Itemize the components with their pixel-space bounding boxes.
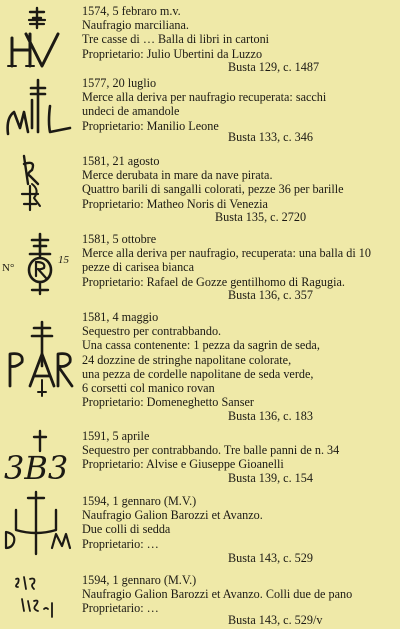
entry-text: [82, 232, 394, 289]
entry-line: Merce derubata in mare da nave pirata.: [82, 168, 273, 183]
entry-line: Quattro barili di sangalli colorati, pezze 36 per barille: [82, 182, 344, 197]
mark-number-label: 15: [58, 254, 69, 266]
entry-text: [82, 573, 394, 616]
entry-line: Naufragio marciliana.: [82, 18, 189, 33]
entry-line: Due colli di sedda: [82, 522, 171, 537]
entry-line: Proprietario: Matheo Noris di Venezia: [82, 196, 268, 211]
entry-date: 1581, 21 agosto: [82, 154, 160, 168]
entry-line: 6 corsetti col manico rovan: [82, 381, 215, 396]
entry-line: Proprietario: …: [82, 536, 159, 551]
entry-date: 1594, 1 gennaro (M.V.): [82, 494, 197, 508]
entry-line: Proprietario: Manilio Leone: [82, 118, 219, 133]
entry-date: 1574, 5 febraro m.v.: [82, 4, 181, 18]
entry-line: Sequestro per contrabbando.: [82, 324, 222, 339]
entry-text: [82, 494, 394, 551]
entry-line: Proprietario: Rafael de Gozze gentilhomo di Ragugia.: [82, 274, 345, 289]
entry-line: pezze di carisea bianca: [82, 260, 194, 275]
mark-glyph: 3B3: [4, 449, 69, 487]
entry-line: Sequestro per contrabbando. Tre balle panni de n. 34: [82, 443, 340, 458]
entry-line: Merce alla deriva per naufragio recuperata: sacchi: [82, 90, 327, 105]
entry-text: [82, 310, 394, 409]
entry-reference: Busta 136, c. 357: [228, 288, 313, 302]
entry-date: 1581, 5 ottobre: [82, 232, 157, 246]
double-cross-PAR-monogram-icon: [0, 320, 80, 400]
entry-reference: Busta 143, c. 529/v: [228, 613, 323, 627]
entry-text: [82, 76, 394, 133]
entry-line: una pezza de cordelle napolitane de seda verde,: [82, 366, 314, 381]
entry-line: Proprietario: Domeneghetto Sanser: [82, 395, 254, 410]
entry-text: [82, 4, 394, 61]
entry-date: 1581, 4 maggio: [82, 310, 159, 324]
entry-line: Proprietario: Julio Ubertini da Luzzo: [82, 46, 263, 61]
entry-reference: Busta 143, c. 529: [228, 551, 313, 565]
staff-R-monogram-icon: [0, 154, 80, 216]
entry-line: 24 dozzine de stringhe napolitane colorate,: [82, 352, 292, 367]
entry-line: Proprietario: Alvise e Giuseppe Gioanelli: [82, 457, 284, 472]
entry-reference: Busta 133, c. 346: [228, 130, 313, 144]
entry-date: 1594, 1 gennaro (M.V.): [82, 573, 197, 587]
entry-reference: Busta 135, c. 2720: [215, 210, 307, 224]
entry-date: 1591, 5 aprile: [82, 429, 150, 443]
entry-line: Una cassa contenente: 1 pezza da sagrin de seda,: [82, 338, 320, 353]
entry-line: Naufragio Galion Barozzi et Avanzo.: [82, 508, 263, 523]
entry-date: 1577, 20 luglio: [82, 76, 157, 90]
handwritten-numerals-mark-icon: [0, 573, 80, 627]
entry-line: Tre casse di … Balla di libri in cartoni: [82, 32, 270, 47]
cross-staff-HV-monogram-icon: [0, 4, 80, 70]
entry-line: undeci de amandole: [82, 104, 180, 119]
mark-number-label: N°: [2, 262, 15, 274]
entry-reference: Busta 129, c. 1487: [228, 60, 320, 74]
circled-R-cross-mark-icon: [0, 232, 80, 298]
entry-text: [82, 154, 394, 211]
cross-3B3-mark-icon: [0, 429, 80, 487]
entry-text: [82, 429, 394, 472]
entry-reference: Busta 139, c. 154: [228, 471, 313, 485]
entry-reference: Busta 136, c. 183: [228, 409, 313, 423]
entry-line: Naufragio Galion Barozzi et Avanzo. Colli due de pano: [82, 587, 353, 602]
entry-line: Merce alla deriva per naufragio, recuperata: una balla di 10: [82, 246, 371, 261]
staff-ML-monogram-icon: [0, 76, 80, 142]
anchor-cross-DM-mark-icon: [0, 490, 80, 560]
entry-line: Proprietario: …: [82, 601, 159, 616]
